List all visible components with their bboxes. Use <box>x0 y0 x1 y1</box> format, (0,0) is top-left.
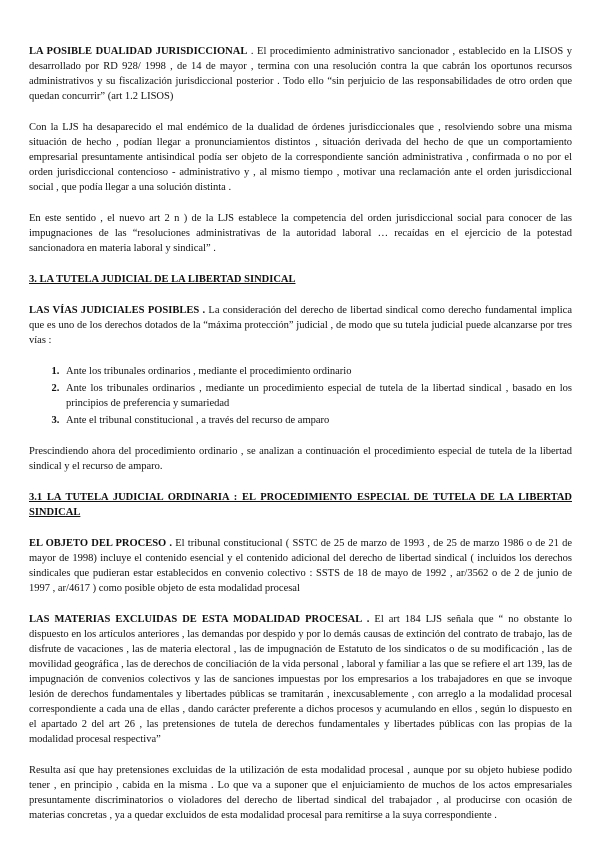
list-item: 1. Ante los tribunales ordinarios , mediante el procedimiento ordinario <box>62 364 572 379</box>
paragraph-objeto <box>29 536 572 596</box>
text-vias: La consideración del derecho de libertad sindical como derecho fundamental implica que es uno de los derechos dotados de la “máxima protección” judicial , de modo que su tutela judicial puede alcanzarse por tres vías : <box>29 305 572 346</box>
vias-list <box>29 364 572 428</box>
paragraph-resulta: Resulta así que hay pretensiones excluidas de la utilización de esta modalidad procesal , aunque por su objeto hubiese podido tener , en principio , cabida en la misma . Lo que va a suponer que el enjuiciamiento de muchos de los actos empresariales presuntamente discriminatorios o violadores del derecho de libertad sindical del trabajador , al producirse con ocasión de materias concretas , ya a quedar excluidos de esta modalidad procesal para remitirse a la suya correspondiente . <box>29 765 572 821</box>
text-dualidad: . El procedimiento administrativo sancionador , establecido en la LISOS y desarrollado por RD 928/ 1998 , de 14 de mayor , termina con una resolución contra la que cabrán los oportunos recursos administrativos y su fiscalización jurisdiccional posterior . Todo ello “sin perjuicio de las responsabilidades de otro orden que quedan concurrir” (art 1.2 LISOS) <box>29 46 572 102</box>
paragraph-materias <box>29 612 572 747</box>
list-item: 2. Ante los tribunales ordinarios , mediante un procedimiento especial de tutela de la libertad sindical , basado en los principios de preferencia y sumariedad <box>62 381 572 411</box>
document-page <box>29 44 572 839</box>
section-heading-3: 3. LA TUTELA JUDICIAL DE LA LIBERTAD SINDICAL <box>29 274 296 285</box>
lead-dualidad: LA POSIBLE DUALIDAD JURISDICCIONAL <box>29 46 248 57</box>
list-item: 3. Ante el tribunal constitucional , a través del recurso de amparo <box>62 413 572 428</box>
lead-objeto: EL OBJETO DEL PROCESO . <box>29 538 173 549</box>
paragraph-dualidad <box>29 44 572 104</box>
lead-vias: LAS VÍAS JUDICIALES POSIBLES . <box>29 305 206 316</box>
text-objeto: El tribunal constitucional ( SSTC de 25 de marzo de 1993 , de 25 de marzo 1986 o de 21 de mayor de 1998) incluye el contenido esencial y el contenido adicional del derecho de libertad sindical ( incluidos los derechos sindicales que pudieran estar establecidos en convenio colectivo : SSTS de 18 de mayo de 1992 , ar/3562 o de 2 de junio de 1997 , ar/4617 ) como posible objeto de esta modalidad procesal <box>29 538 572 594</box>
paragraph-prescindiendo: Prescindiendo ahora del procedimiento ordinario , se analizan a continuación el procedimiento especial de tutela de la libertad sindical y el recurso de amparo. <box>29 446 572 472</box>
paragraph-ljs: Con la LJS ha desaparecido el mal endémico de la dualidad de órdenes jurisdiccionales que , resolviendo sobre una misma situación de hecho , podían llegar a pronunciamientos distintos , situación derivada del hecho de que un comportamiento empresarial presuntamente antisindical podía ser objeto de la correspondiente sanción administrativa , confirmada o no por el orden jurisdiccional contencioso - administrativo y , al mismo tiempo , motivar una reclamación ante el orden jurisdiccional social , que podía llegar a una solución distinta . <box>29 122 572 193</box>
paragraph-vias <box>29 303 572 348</box>
section-heading-3-1: 3.1 LA TUTELA JUDICIAL ORDINARIA : EL PROCEDIMIENTO ESPECIAL DE TUTELA DE LA LIBERTAD SINDICAL <box>29 492 572 518</box>
text-materias: El art 184 LJS señala que “ no obstante lo dispuesto en los artículos anteriores , las demandas por despido y por lo demás causas de extinción del contrato de trabajo, las de disfrute de vacaciones , las de materia electoral , las de impugnación de Estatuto de los sindicatos o de su modificación , las de movilidad geográfica , las de derechos de conciliación de la vida personal , laboral y familiar a las que se refiere el art 139, las de impugnación de convenios colectivos y las de sanciones impuestas por los empresarios a los trabajadores en que se invoque lesión de derechos fundamentales y libertades públicas se tramitarán , inexcusablemente , con arreglo a la modalidad procesal correspondiente a cada una de ellas , dando carácter preferente a dichos procesos y acumulando en ellos , según lo dispuesto en el apartado 2 del art 26 , las pretensiones de tutela de derechos fundamentales y libertades públicas con las propias de la modalidad procesal respectiva” <box>29 614 573 745</box>
paragraph-art2: En este sentido , el nuevo art 2 n ) de la LJS establece la competencia del orden jurisdiccional social para conocer de las impugnaciones de las “resoluciones administrativas de la autoridad laboral … recaídas en el ejercicio de la potestad sancionadora en materia laboral y sindical” . <box>29 213 572 254</box>
lead-materias: LAS MATERIAS EXCLUIDAS DE ESTA MODALIDAD PROCESAL . <box>29 614 370 625</box>
